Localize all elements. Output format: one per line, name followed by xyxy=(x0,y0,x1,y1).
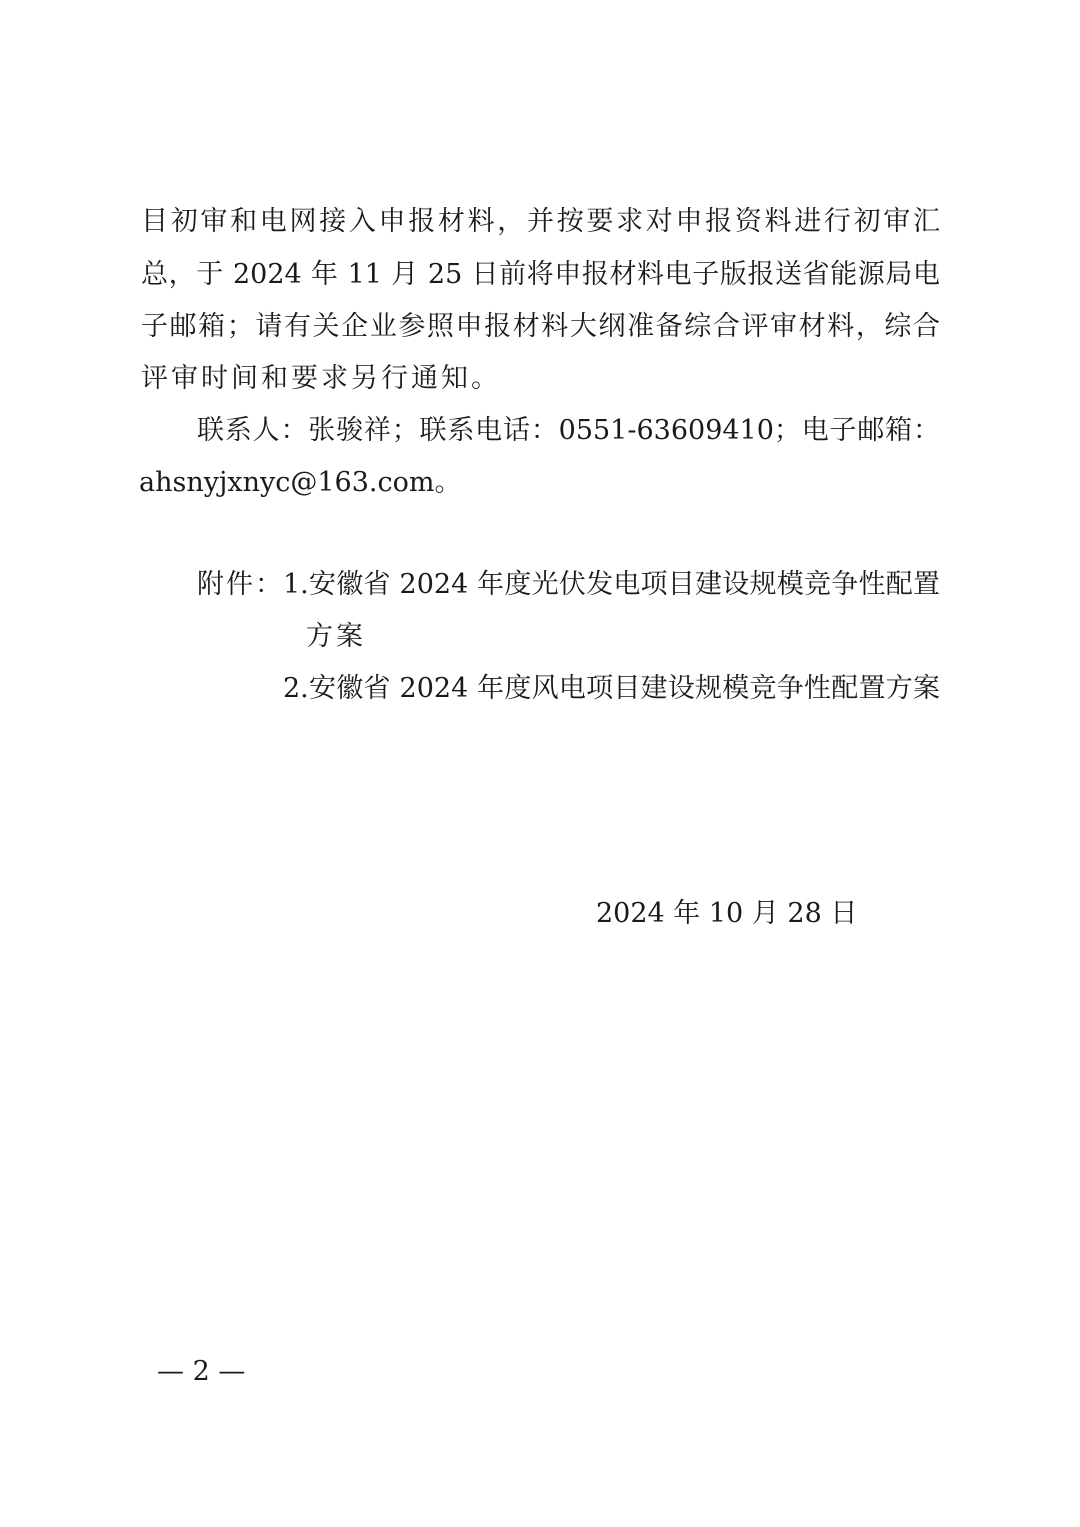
page-number: — 2 — xyxy=(157,1356,246,1387)
attachments-label: 附件： xyxy=(197,569,284,600)
document-date: 2024 年 10 月 28 日 xyxy=(596,898,858,929)
paragraph-1-line-4: 评审时间和要求另行通知。 xyxy=(141,363,501,394)
attachment-item-1-line-2: 方案 xyxy=(306,621,366,652)
attachment-item-2: 2.安徽省 2024 年度风电项目建设规模竞争性配置方案 xyxy=(283,673,940,704)
contact-line-1: 联系人：张骏祥；联系电话：0551-63609410；电子邮箱： xyxy=(197,415,940,446)
paragraph-1-line-1: 目初审和电网接入申报材料，并按要求对申报资料进行初审汇 xyxy=(141,206,940,237)
paragraph-1-line-3: 子邮箱；请有关企业参照申报材料大纲准备综合评审材料，综合 xyxy=(141,311,940,342)
attachment-item-1-line-1: 1.安徽省 2024 年度光伏发电项目建设规模竞争性配置 xyxy=(283,569,940,600)
contact-email-line: ahsnyjxnyc@163.com。 xyxy=(139,467,462,498)
paragraph-1-line-2: 总，于 2024 年 11 月 25 日前将申报材料电子版报送省能源局电 xyxy=(141,259,940,290)
